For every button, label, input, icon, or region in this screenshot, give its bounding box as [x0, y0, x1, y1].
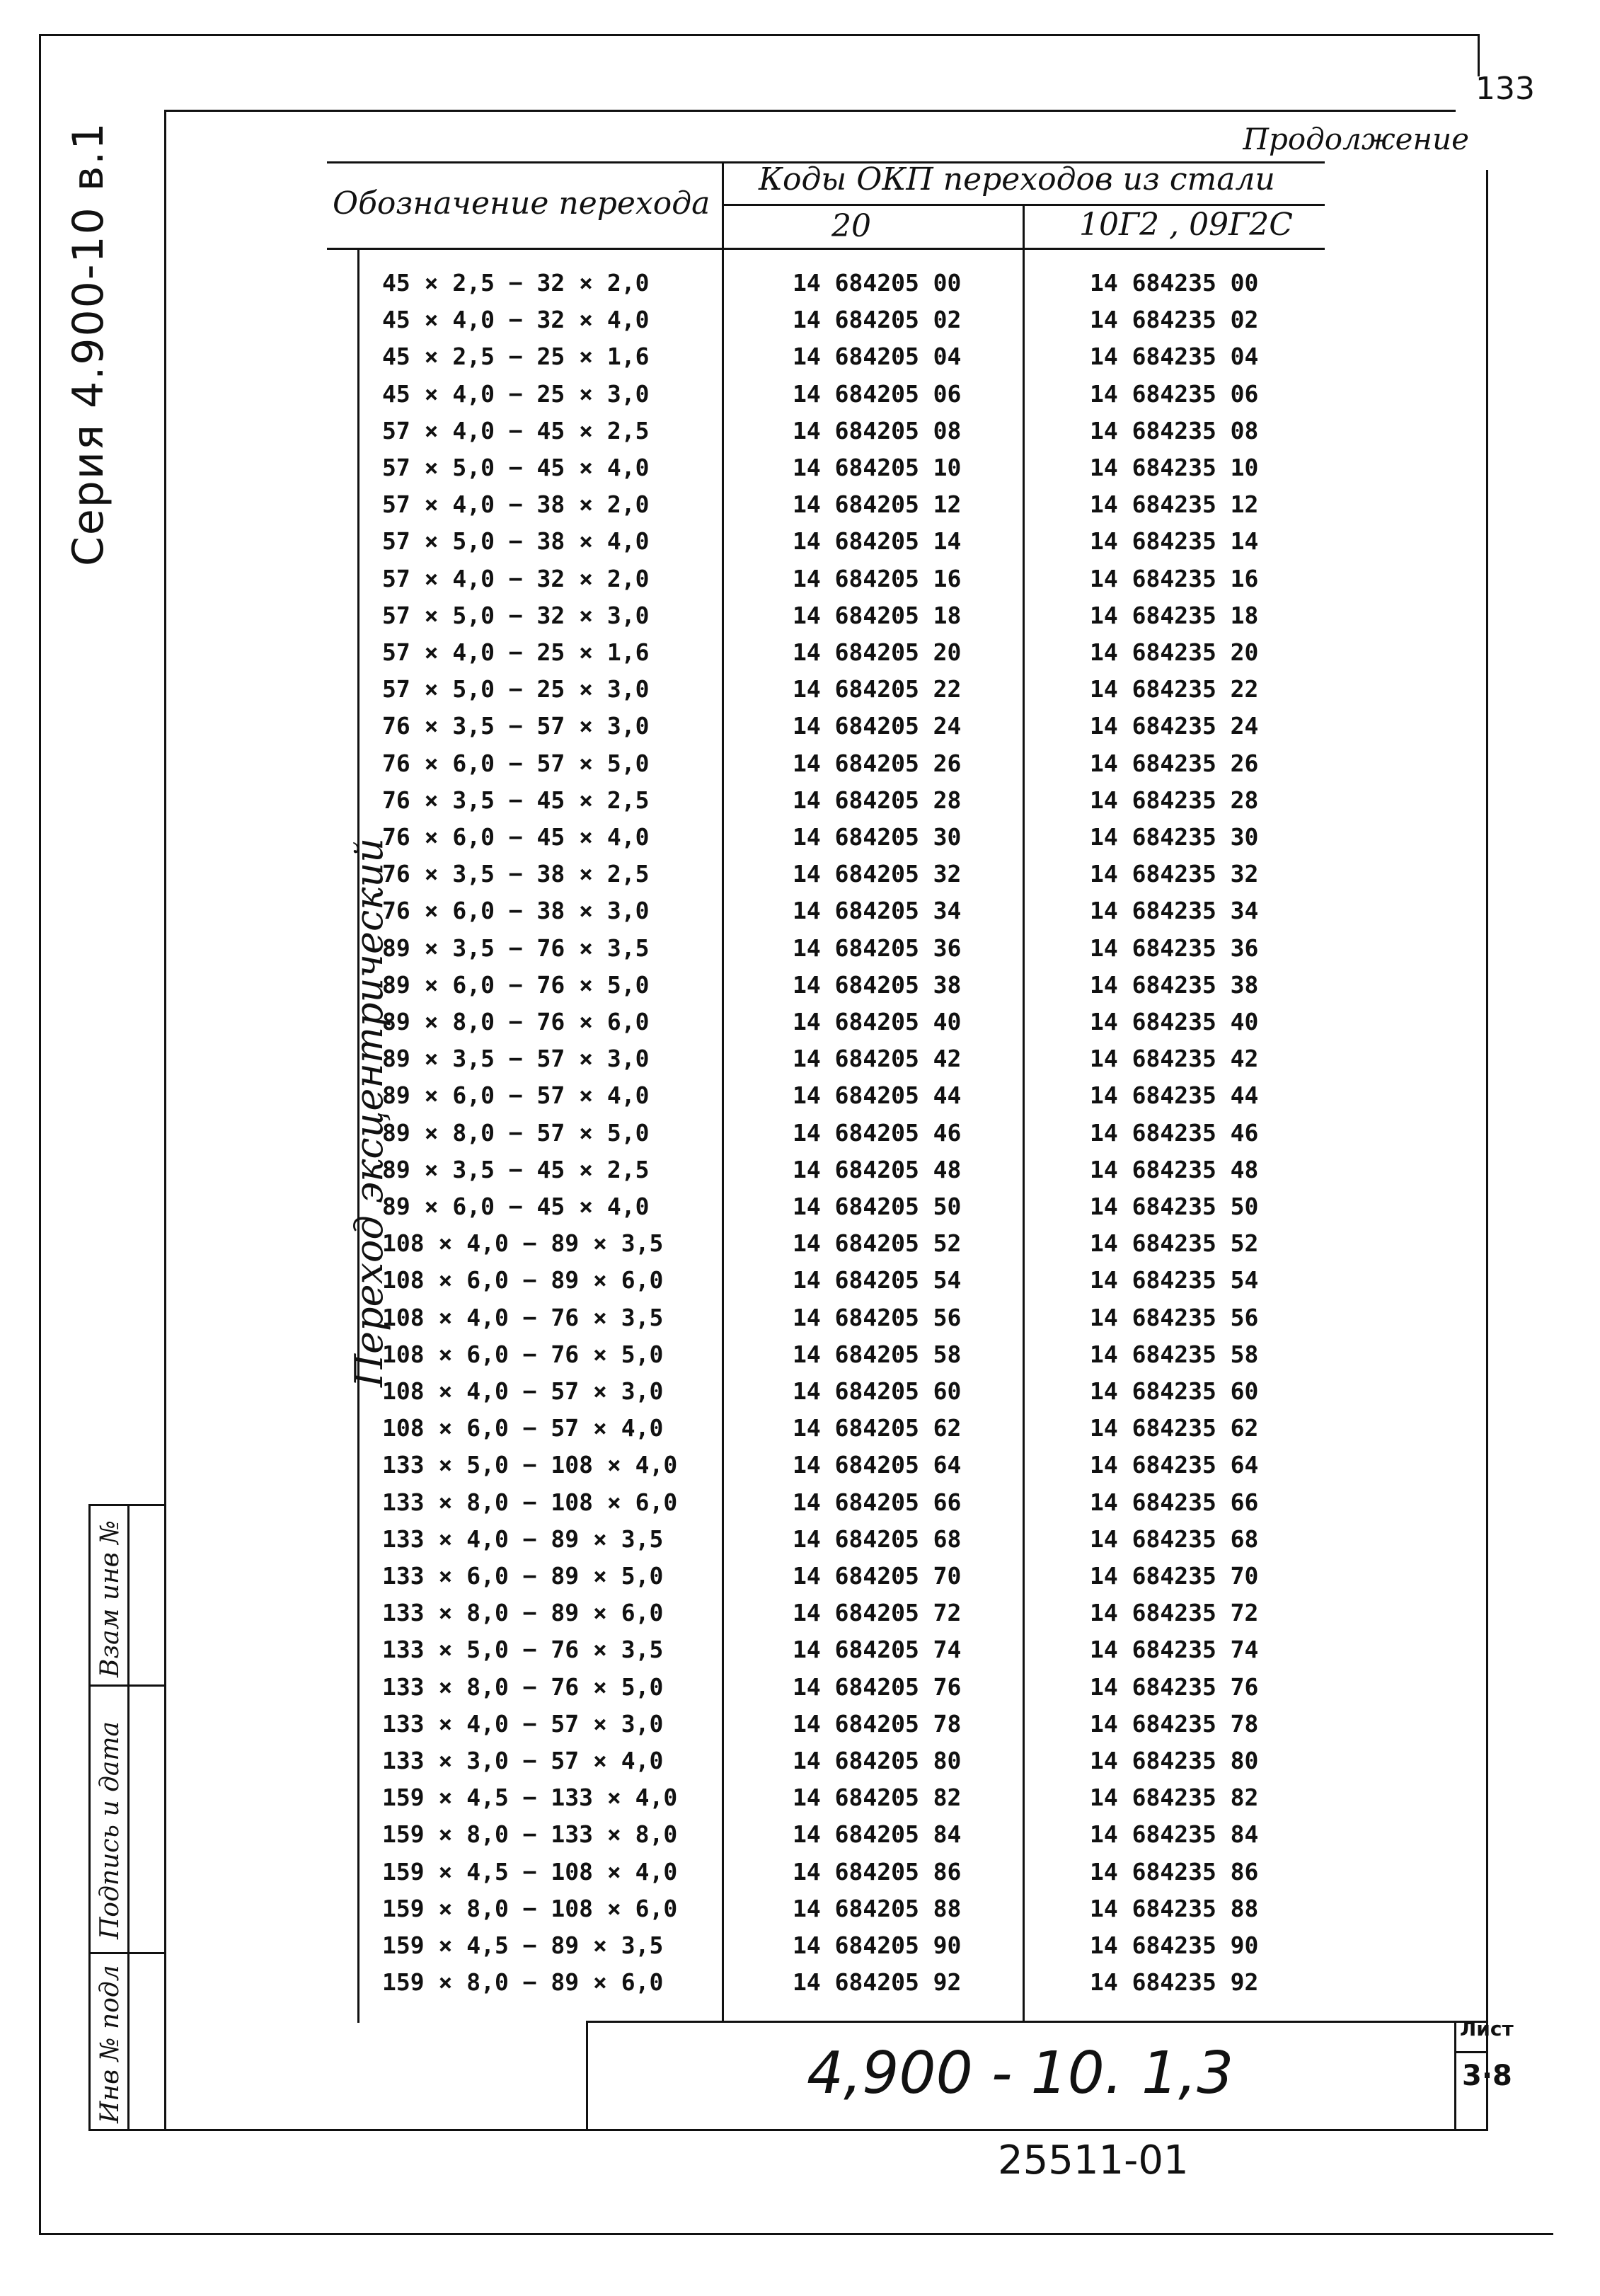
- cell-code-20: 14 684205 78: [793, 1709, 962, 1738]
- cell-code-20: 14 684205 90: [793, 1931, 962, 1959]
- title-block-sheet-divider: [1454, 2021, 1456, 2130]
- cell-designation: 133 × 8,0 − 89 × 6,0: [382, 1599, 664, 1627]
- cell-code-20: 14 684205 70: [793, 1562, 962, 1590]
- table-row: [368, 860, 1302, 897]
- cell-code-10g2: 14 684235 32: [1090, 860, 1259, 888]
- table-row: [368, 1045, 1302, 1081]
- table-row: [368, 1931, 1302, 1968]
- cell-designation: 76 × 3,5 − 57 × 3,0: [382, 712, 650, 740]
- cell-designation: 76 × 6,0 − 38 × 3,0: [382, 897, 650, 925]
- cell-code-10g2: 14 684235 36: [1090, 934, 1259, 962]
- table-row: [368, 1784, 1302, 1820]
- table-row: [368, 490, 1302, 527]
- continuation-label: Продолжение: [1243, 122, 1469, 156]
- cell-code-20: 14 684205 48: [793, 1155, 962, 1183]
- table-row: [368, 1193, 1302, 1229]
- cell-code-20: 14 684205 58: [793, 1340, 962, 1368]
- cell-code-20: 14 684205 64: [793, 1451, 962, 1479]
- cell-designation: 57 × 5,0 − 38 × 4,0: [382, 527, 650, 556]
- cell-code-10g2: 14 684235 80: [1090, 1747, 1259, 1774]
- page-number: 133: [1475, 71, 1535, 107]
- table-row: [368, 1636, 1302, 1672]
- cell-designation: 57 × 4,0 − 38 × 2,0: [382, 490, 650, 519]
- document-number: 4,900 - 10. 1,3: [807, 2040, 1234, 2107]
- cell-code-10g2: 14 684235 38: [1090, 970, 1259, 999]
- table-row: [368, 1119, 1302, 1156]
- cell-designation: 159 × 8,0 − 133 × 8,0: [382, 1820, 678, 1849]
- cell-code-10g2: 14 684235 00: [1090, 269, 1259, 297]
- cell-designation: 89 × 3,5 − 57 × 3,0: [382, 1045, 650, 1073]
- cell-designation: 57 × 5,0 − 45 × 4,0: [382, 454, 650, 481]
- cell-designation: 108 × 4,0 − 89 × 3,5: [382, 1229, 664, 1258]
- cell-code-20: 14 684205 44: [793, 1081, 962, 1110]
- table-row: [368, 897, 1302, 934]
- cell-code-20: 14 684205 12: [793, 490, 962, 519]
- cell-code-20: 14 684205 24: [793, 712, 962, 740]
- cell-designation: 89 × 6,0 − 57 × 4,0: [382, 1081, 650, 1110]
- cell-code-10g2: 14 684235 08: [1090, 416, 1259, 444]
- table-row: [368, 1673, 1302, 1710]
- table-row: [368, 1820, 1302, 1857]
- stamp-strip-top: [88, 1504, 166, 1506]
- cell-designation: 133 × 4,0 − 57 × 3,0: [382, 1709, 664, 1738]
- cell-designation: 159 × 4,5 − 89 × 3,5: [382, 1931, 664, 1959]
- cell-designation: 133 × 3,0 − 57 × 4,0: [382, 1747, 664, 1774]
- table-row: [368, 750, 1302, 786]
- cell-designation: 133 × 8,0 − 76 × 5,0: [382, 1672, 664, 1701]
- cell-code-20: 14 684205 32: [793, 860, 962, 888]
- header-codes-title: Коды ОКП переходов из стали: [759, 161, 1275, 197]
- inner-frame-top: [164, 110, 1456, 112]
- table-row: [368, 1229, 1302, 1266]
- cell-code-10g2: 14 684235 04: [1090, 343, 1259, 371]
- title-block-sheet-hline: [1454, 2051, 1488, 2053]
- table-row: [368, 1599, 1302, 1636]
- cell-designation: 45 × 4,0 − 25 × 3,0: [382, 379, 650, 408]
- table-row: [368, 269, 1302, 306]
- cell-code-10g2: 14 684235 78: [1090, 1709, 1259, 1738]
- table-row: [368, 1488, 1302, 1525]
- outer-frame-left: [39, 34, 41, 2235]
- cell-designation: 89 × 3,5 − 76 × 3,5: [382, 934, 650, 962]
- sheet-label: Лист: [1460, 2017, 1514, 2040]
- cell-code-20: 14 684205 52: [793, 1229, 962, 1258]
- cell-designation: 45 × 2,5 − 25 × 1,6: [382, 343, 650, 371]
- stamp-strip-left: [88, 1504, 91, 2130]
- cell-code-10g2: 14 684235 06: [1090, 379, 1259, 408]
- cell-designation: 57 × 5,0 − 32 × 3,0: [382, 601, 650, 629]
- cell-code-10g2: 14 684235 22: [1090, 675, 1259, 704]
- cell-code-10g2: 14 684235 24: [1090, 712, 1259, 740]
- cell-code-10g2: 14 684235 82: [1090, 1784, 1259, 1812]
- cell-code-20: 14 684205 08: [793, 416, 962, 444]
- table-row: [368, 454, 1302, 490]
- table-row: [368, 527, 1302, 564]
- cell-designation: 89 × 8,0 − 76 × 6,0: [382, 1008, 650, 1035]
- cell-code-20: 14 684205 76: [793, 1672, 962, 1701]
- outer-frame-bottom: [39, 2233, 1553, 2235]
- cell-code-20: 14 684205 00: [793, 269, 962, 297]
- cell-code-20: 14 684205 88: [793, 1894, 962, 1922]
- inner-frame-left: [164, 110, 166, 2130]
- cell-designation: 108 × 4,0 − 76 × 3,5: [382, 1303, 664, 1331]
- cell-designation: 57 × 5,0 − 25 × 3,0: [382, 675, 650, 704]
- cell-designation: 76 × 3,5 − 38 × 2,5: [382, 860, 650, 888]
- cell-code-10g2: 14 684235 76: [1090, 1672, 1259, 1701]
- table-row: [368, 638, 1302, 675]
- cell-designation: 133 × 8,0 − 108 × 6,0: [382, 1488, 678, 1516]
- cell-designation: 76 × 6,0 − 57 × 5,0: [382, 749, 650, 777]
- cell-code-20: 14 684205 30: [793, 823, 962, 851]
- cell-code-10g2: 14 684235 16: [1090, 564, 1259, 592]
- group-label-text: Переход эксцентрический: [347, 837, 391, 1387]
- cell-code-10g2: 14 684235 66: [1090, 1488, 1259, 1516]
- cell-code-20: 14 684205 34: [793, 897, 962, 925]
- cell-code-10g2: 14 684235 52: [1090, 1229, 1259, 1258]
- cell-designation: 89 × 6,0 − 76 × 5,0: [382, 970, 650, 999]
- table-row: [368, 1266, 1302, 1303]
- cell-designation: 159 × 4,5 − 133 × 4,0: [382, 1784, 678, 1812]
- cell-code-10g2: 14 684235 20: [1090, 638, 1259, 666]
- cell-code-20: 14 684205 72: [793, 1599, 962, 1627]
- stamp-div-1: [88, 1684, 166, 1687]
- cell-code-10g2: 14 684235 86: [1090, 1857, 1259, 1885]
- cell-code-20: 14 684205 42: [793, 1045, 962, 1073]
- outer-frame-right: [1478, 34, 1480, 76]
- table-row: [368, 343, 1302, 379]
- table-row: [368, 1562, 1302, 1599]
- inner-frame-bottom: [88, 2129, 1488, 2131]
- sheet-number: 3·8: [1462, 2060, 1512, 2092]
- table-row: [368, 934, 1302, 971]
- table-row: [368, 1414, 1302, 1451]
- table-row: [368, 1008, 1302, 1045]
- header-steel-20: 20: [831, 208, 871, 244]
- cell-designation: 89 × 3,5 − 45 × 2,5: [382, 1155, 650, 1183]
- table-row: [368, 1968, 1302, 2005]
- table-row: [368, 1156, 1302, 1193]
- cell-designation: 133 × 4,0 − 89 × 3,5: [382, 1525, 664, 1553]
- cell-code-10g2: 14 684235 74: [1090, 1636, 1259, 1664]
- table-row: [368, 712, 1302, 749]
- table-row: [368, 675, 1302, 712]
- cell-code-10g2: 14 684235 30: [1090, 823, 1259, 851]
- table-row: [368, 306, 1302, 343]
- title-block-left: [586, 2021, 588, 2130]
- archive-number: 25511-01: [998, 2137, 1189, 2183]
- cell-code-10g2: 14 684235 84: [1090, 1820, 1259, 1849]
- cell-designation: 159 × 8,0 − 89 × 6,0: [382, 1968, 664, 1997]
- cell-code-10g2: 14 684235 14: [1090, 527, 1259, 556]
- cell-code-20: 14 684205 38: [793, 970, 962, 999]
- cell-code-20: 14 684205 62: [793, 1414, 962, 1442]
- cell-code-20: 14 684205 74: [793, 1636, 962, 1664]
- cell-designation: 108 × 4,0 − 57 × 3,0: [382, 1377, 664, 1405]
- cell-designation: 89 × 8,0 − 57 × 5,0: [382, 1118, 650, 1147]
- table-row: [368, 1525, 1302, 1562]
- cell-designation: 45 × 2,5 − 32 × 2,0: [382, 269, 650, 297]
- cell-code-10g2: 14 684235 40: [1090, 1008, 1259, 1035]
- table-row: [368, 1858, 1302, 1895]
- cell-code-10g2: 14 684235 68: [1090, 1525, 1259, 1553]
- cell-code-10g2: 14 684235 28: [1090, 786, 1259, 814]
- cell-code-10g2: 14 684235 56: [1090, 1303, 1259, 1331]
- cell-code-10g2: 14 684235 10: [1090, 454, 1259, 481]
- table-row: [368, 1895, 1302, 1931]
- header-bottom-line: [327, 248, 1325, 250]
- cell-code-10g2: 14 684235 02: [1090, 306, 1259, 334]
- cell-designation: 133 × 5,0 − 76 × 3,5: [382, 1636, 664, 1664]
- cell-designation: 57 × 4,0 − 32 × 2,0: [382, 564, 650, 592]
- table-row: [368, 1304, 1302, 1341]
- cell-code-20: 14 684205 86: [793, 1857, 962, 1885]
- cell-code-10g2: 14 684235 90: [1090, 1931, 1259, 1959]
- cell-code-20: 14 684205 26: [793, 749, 962, 777]
- cell-code-20: 14 684205 16: [793, 564, 962, 592]
- cell-code-20: 14 684205 46: [793, 1118, 962, 1147]
- cell-code-20: 14 684205 04: [793, 343, 962, 371]
- table-row: [368, 823, 1302, 860]
- cell-code-10g2: 14 684235 72: [1090, 1599, 1259, 1627]
- cell-code-20: 14 684205 28: [793, 786, 962, 814]
- table-row: [368, 565, 1302, 602]
- cell-designation: 133 × 6,0 − 89 × 5,0: [382, 1562, 664, 1590]
- cell-code-20: 14 684205 36: [793, 934, 962, 962]
- table-row: [368, 786, 1302, 823]
- cell-designation: 57 × 4,0 − 25 × 1,6: [382, 638, 650, 666]
- cell-designation: 133 × 5,0 − 108 × 4,0: [382, 1451, 678, 1479]
- table-row: [368, 1451, 1302, 1488]
- cell-designation: 108 × 6,0 − 76 × 5,0: [382, 1340, 664, 1368]
- title-block-top: [586, 2021, 1488, 2023]
- cell-designation: 45 × 4,0 − 32 × 4,0: [382, 306, 650, 334]
- cell-designation: 89 × 6,0 − 45 × 4,0: [382, 1193, 650, 1220]
- cell-designation: 108 × 6,0 − 57 × 4,0: [382, 1414, 664, 1442]
- cell-code-10g2: 14 684235 48: [1090, 1155, 1259, 1183]
- cell-code-20: 14 684205 92: [793, 1968, 962, 1997]
- cell-code-10g2: 14 684235 12: [1090, 490, 1259, 519]
- cell-code-20: 14 684205 50: [793, 1193, 962, 1220]
- table-row: [368, 1377, 1302, 1414]
- table-row: [368, 417, 1302, 454]
- cell-code-10g2: 14 684235 44: [1090, 1081, 1259, 1110]
- cell-code-20: 14 684205 66: [793, 1488, 962, 1516]
- cell-code-20: 14 684205 84: [793, 1820, 962, 1849]
- cell-designation: 76 × 3,5 − 45 × 2,5: [382, 786, 650, 814]
- cell-code-10g2: 14 684235 26: [1090, 749, 1259, 777]
- table-row: [368, 380, 1302, 417]
- table-row: [368, 602, 1302, 638]
- cell-code-20: 14 684205 68: [793, 1525, 962, 1553]
- cell-code-20: 14 684205 40: [793, 1008, 962, 1035]
- cell-designation: 76 × 6,0 − 45 × 4,0: [382, 823, 650, 851]
- outer-frame-top: [39, 34, 1479, 36]
- cell-code-20: 14 684205 18: [793, 601, 962, 629]
- cell-code-10g2: 14 684235 70: [1090, 1562, 1259, 1590]
- cell-code-20: 14 684205 14: [793, 527, 962, 556]
- cell-code-10g2: 14 684235 50: [1090, 1193, 1259, 1220]
- cell-code-10g2: 14 684235 34: [1090, 897, 1259, 925]
- header-steel-10g2: 10Г2 , 09Г2С: [1079, 207, 1293, 243]
- inner-frame-right: [1486, 170, 1488, 2130]
- cell-code-20: 14 684205 56: [793, 1303, 962, 1331]
- cell-code-10g2: 14 684235 62: [1090, 1414, 1259, 1442]
- cell-code-10g2: 14 684235 92: [1090, 1968, 1259, 1997]
- cell-code-10g2: 14 684235 42: [1090, 1045, 1259, 1073]
- cell-code-20: 14 684205 10: [793, 454, 962, 481]
- table-row: [368, 1747, 1302, 1784]
- cell-designation: 159 × 8,0 − 108 × 6,0: [382, 1894, 678, 1922]
- table-row: [368, 1710, 1302, 1747]
- cell-designation: 159 × 4,5 − 108 × 4,0: [382, 1857, 678, 1885]
- cell-code-10g2: 14 684235 88: [1090, 1894, 1259, 1922]
- cell-designation: 57 × 4,0 − 45 × 2,5: [382, 416, 650, 444]
- table-row: [368, 971, 1302, 1008]
- stamp-div-2: [88, 1952, 166, 1954]
- cell-code-20: 14 684205 82: [793, 1784, 962, 1812]
- cell-code-10g2: 14 684235 60: [1090, 1377, 1259, 1405]
- table-row: [368, 1081, 1302, 1118]
- cell-code-10g2: 14 684235 46: [1090, 1118, 1259, 1147]
- cell-code-10g2: 14 684235 58: [1090, 1340, 1259, 1368]
- cell-code-20: 14 684205 80: [793, 1747, 962, 1774]
- cell-code-10g2: 14 684235 54: [1090, 1266, 1259, 1295]
- cell-code-10g2: 14 684235 18: [1090, 601, 1259, 629]
- cell-code-20: 14 684205 60: [793, 1377, 962, 1405]
- cell-code-20: 14 684205 20: [793, 638, 962, 666]
- cell-code-10g2: 14 684235 64: [1090, 1451, 1259, 1479]
- cell-code-20: 14 684205 06: [793, 379, 962, 408]
- cell-code-20: 14 684205 02: [793, 306, 962, 334]
- cell-code-20: 14 684205 54: [793, 1266, 962, 1295]
- stamp-strip-mid: [127, 1504, 130, 2130]
- cell-code-20: 14 684205 22: [793, 675, 962, 704]
- cell-designation: 108 × 6,0 − 89 × 6,0: [382, 1266, 664, 1295]
- header-designation: Обозначение перехода: [333, 185, 710, 222]
- series-text: Серия 4.900-10 в.1: [64, 121, 113, 566]
- table-row: [368, 1341, 1302, 1377]
